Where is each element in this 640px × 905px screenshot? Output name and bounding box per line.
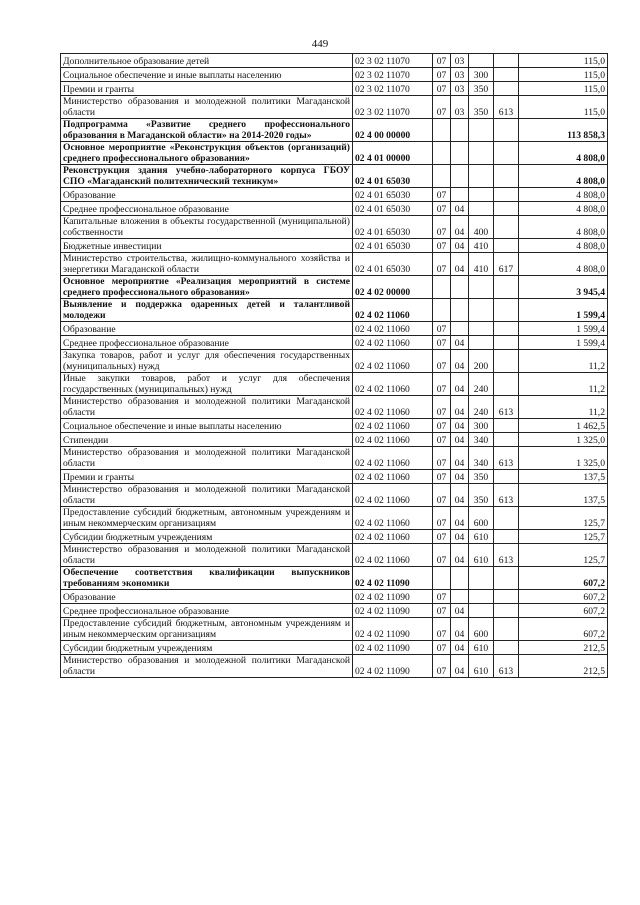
row-section: 07 [433,373,451,396]
row-name: Стипендии [61,433,353,447]
table-row [61,590,608,604]
row-section: 07 [433,507,451,530]
row-admin-code [494,119,519,142]
row-admin-code [494,590,519,604]
row-admin-code [494,239,519,253]
table-row [61,276,608,299]
row-code: 02 4 02 11060 [353,447,433,470]
row-name: Среднее профессиональное образование [61,336,353,350]
row-section: 07 [433,54,451,68]
row-expense-type: 350 [469,96,494,119]
table-body [61,54,608,678]
row-code: 02 4 02 11060 [353,322,433,336]
row-code: 02 4 02 11090 [353,618,433,641]
row-name: Реконструкция здания учебно-лабораторного корпуса ГБОУ СПО «Магаданский политехнический техникум» [61,165,353,188]
row-code: 02 4 02 11060 [353,373,433,396]
row-amount: 4 808,0 [519,165,608,188]
row-section: 07 [433,322,451,336]
row-section [433,567,451,590]
row-section: 07 [433,447,451,470]
row-code: 02 4 02 11060 [353,396,433,419]
row-admin-code [494,54,519,68]
row-admin-code [494,165,519,188]
row-name: Социальное обеспечение и иные выплаты населению [61,68,353,82]
row-name: Предоставление субсидий бюджетным, автономным учреждениям и иным некоммерческим организациям [61,618,353,641]
row-section: 07 [433,590,451,604]
row-admin-code [494,276,519,299]
row-section: 07 [433,604,451,618]
row-code: 02 4 01 65030 [353,202,433,216]
table-row [61,96,608,119]
table-row [61,530,608,544]
row-admin-code [494,373,519,396]
row-amount: 125,7 [519,507,608,530]
row-name: Субсидии бюджетным учреждениям [61,641,353,655]
row-name: Среднее профессиональное образование [61,604,353,618]
row-amount: 115,0 [519,82,608,96]
row-amount: 125,7 [519,544,608,567]
row-section: 07 [433,350,451,373]
row-subsection: 04 [451,216,469,239]
row-name: Дополнительное образование детей [61,54,353,68]
row-amount: 11,2 [519,396,608,419]
row-name: Образование [61,188,353,202]
budget-table [60,53,608,678]
row-admin-code [494,68,519,82]
row-code: 02 4 01 65030 [353,239,433,253]
table-row [61,396,608,419]
row-code: 02 3 02 11070 [353,54,433,68]
row-code: 02 4 02 11060 [353,419,433,433]
row-section: 07 [433,618,451,641]
table-row [61,142,608,165]
row-amount: 1 599,4 [519,322,608,336]
row-section: 07 [433,396,451,419]
row-name: Министерство образования и молодежной политики Магаданской области [61,544,353,567]
row-amount: 115,0 [519,96,608,119]
row-admin-code [494,82,519,96]
row-admin-code: 613 [494,484,519,507]
row-admin-code [494,567,519,590]
row-subsection [451,142,469,165]
table-row [61,82,608,96]
row-admin-code [494,350,519,373]
row-subsection [451,322,469,336]
row-subsection: 04 [451,618,469,641]
row-name: Предоставление субсидий бюджетным, автономным учреждениям и иным некоммерческим организациям [61,507,353,530]
table-row [61,202,608,216]
row-section: 07 [433,655,451,678]
row-amount: 4 808,0 [519,142,608,165]
table-row [61,470,608,484]
page-number: 449 [311,38,329,50]
row-admin-code [494,470,519,484]
row-section: 07 [433,68,451,82]
table-row [61,336,608,350]
row-code: 02 3 02 11070 [353,96,433,119]
table-row [61,68,608,82]
row-section: 07 [433,96,451,119]
row-amount: 1 599,4 [519,336,608,350]
row-expense-type [469,567,494,590]
row-expense-type: 340 [469,447,494,470]
row-subsection: 03 [451,82,469,96]
row-name: Министерство образования и молодежной политики Магаданской области [61,655,353,678]
row-code: 02 4 02 11060 [353,507,433,530]
row-amount: 4 808,0 [519,239,608,253]
row-admin-code: 613 [494,544,519,567]
row-admin-code: 613 [494,96,519,119]
row-subsection [451,188,469,202]
row-expense-type [469,322,494,336]
row-subsection: 03 [451,96,469,119]
row-amount: 4 808,0 [519,216,608,239]
row-admin-code [494,530,519,544]
row-expense-type [469,188,494,202]
row-section [433,299,451,322]
row-name: Закупка товаров, работ и услуг для обеспечения государственных (муниципальных) нужд [61,350,353,373]
row-admin-code [494,322,519,336]
row-expense-type [469,142,494,165]
row-amount: 3 945,4 [519,276,608,299]
row-subsection: 04 [451,530,469,544]
row-code: 02 3 02 11070 [353,68,433,82]
table-row [61,373,608,396]
row-amount: 4 808,0 [519,188,608,202]
row-subsection: 04 [451,253,469,276]
row-section [433,119,451,142]
row-expense-type: 300 [469,68,494,82]
row-subsection: 04 [451,544,469,567]
row-code: 02 4 02 00000 [353,276,433,299]
table-row [61,322,608,336]
row-subsection: 04 [451,484,469,507]
row-code: 02 4 01 65030 [353,165,433,188]
row-section [433,276,451,299]
row-expense-type: 300 [469,419,494,433]
row-name: Подпрограмма «Развитие среднего профессионального образования в Магаданской области» на 2014-2020 годы» [61,119,353,142]
row-section: 07 [433,433,451,447]
row-expense-type: 350 [469,82,494,96]
row-expense-type [469,202,494,216]
row-amount: 137,5 [519,470,608,484]
row-expense-type: 600 [469,507,494,530]
row-admin-code [494,419,519,433]
row-expense-type: 610 [469,655,494,678]
row-code: 02 4 00 00000 [353,119,433,142]
row-expense-type: 340 [469,433,494,447]
row-amount: 4 808,0 [519,253,608,276]
row-section: 07 [433,336,451,350]
table-row [61,54,608,68]
row-subsection: 04 [451,202,469,216]
table-row [61,119,608,142]
table-row [61,604,608,618]
row-expense-type: 240 [469,373,494,396]
row-amount: 113 858,3 [519,119,608,142]
row-name: Министерство образования и молодежной политики Магаданской области [61,396,353,419]
row-subsection: 04 [451,419,469,433]
row-subsection: 04 [451,336,469,350]
row-subsection: 04 [451,396,469,419]
row-admin-code [494,216,519,239]
row-expense-type: 610 [469,544,494,567]
row-admin-code [494,433,519,447]
row-amount: 11,2 [519,373,608,396]
row-amount: 125,7 [519,530,608,544]
row-admin-code [494,299,519,322]
row-amount: 607,2 [519,567,608,590]
row-subsection: 04 [451,447,469,470]
table-row [61,544,608,567]
row-subsection [451,299,469,322]
table-row [61,239,608,253]
row-expense-type [469,590,494,604]
row-section: 07 [433,544,451,567]
row-expense-type: 600 [469,618,494,641]
row-subsection: 03 [451,68,469,82]
row-expense-type [469,276,494,299]
row-code: 02 3 02 11070 [353,82,433,96]
row-amount: 4 808,0 [519,202,608,216]
row-expense-type: 350 [469,484,494,507]
row-amount: 607,2 [519,604,608,618]
row-section: 07 [433,419,451,433]
row-code: 02 4 01 65030 [353,253,433,276]
table-row [61,618,608,641]
table-row [61,299,608,322]
row-admin-code [494,618,519,641]
row-code: 02 4 01 65030 [353,216,433,239]
row-subsection: 04 [451,350,469,373]
row-admin-code [494,188,519,202]
row-section: 07 [433,484,451,507]
row-code: 02 4 02 11090 [353,655,433,678]
row-code: 02 4 02 11060 [353,336,433,350]
row-subsection [451,276,469,299]
table-row [61,567,608,590]
row-subsection: 04 [451,604,469,618]
row-section [433,165,451,188]
row-name: Министерство образования и молодежной политики Магаданской области [61,447,353,470]
row-name: Среднее профессиональное образование [61,202,353,216]
row-admin-code [494,336,519,350]
row-subsection [451,165,469,188]
row-subsection [451,567,469,590]
row-section [433,142,451,165]
row-expense-type: 200 [469,350,494,373]
row-name: Образование [61,590,353,604]
row-subsection [451,590,469,604]
row-admin-code [494,202,519,216]
table-row [61,641,608,655]
row-expense-type [469,165,494,188]
row-admin-code: 613 [494,396,519,419]
row-section: 07 [433,82,451,96]
table-row [61,447,608,470]
row-expense-type [469,54,494,68]
row-amount: 115,0 [519,68,608,82]
row-name: Министерство образования и молодежной политики Магаданской области [61,484,353,507]
row-code: 02 4 02 11090 [353,567,433,590]
row-subsection: 04 [451,641,469,655]
table-row [61,216,608,239]
row-name: Бюджетные инвестиции [61,239,353,253]
row-expense-type: 350 [469,470,494,484]
row-section: 07 [433,239,451,253]
row-subsection: 04 [451,470,469,484]
row-section: 07 [433,188,451,202]
row-expense-type: 240 [469,396,494,419]
row-section: 07 [433,470,451,484]
row-code: 02 4 02 11060 [353,433,433,447]
table-row [61,350,608,373]
table-row [61,507,608,530]
row-code: 02 4 02 11060 [353,544,433,567]
row-name: Выявление и поддержка одаренных детей и талантливой молодежи [61,299,353,322]
row-expense-type: 410 [469,239,494,253]
row-amount: 607,2 [519,590,608,604]
table-row [61,419,608,433]
row-name: Иные закупки товаров, работ и услуг для обеспечения государственных (муниципальных) нужд [61,373,353,396]
table-row [61,655,608,678]
row-subsection: 03 [451,54,469,68]
row-amount: 137,5 [519,484,608,507]
row-code: 02 4 02 11060 [353,530,433,544]
row-admin-code [494,142,519,165]
table-row [61,433,608,447]
row-subsection: 04 [451,655,469,678]
row-code: 02 4 02 11060 [353,350,433,373]
row-admin-code: 613 [494,655,519,678]
row-subsection [451,119,469,142]
row-subsection: 04 [451,433,469,447]
table-row [61,253,608,276]
row-expense-type [469,336,494,350]
row-section: 07 [433,641,451,655]
row-admin-code [494,604,519,618]
row-expense-type: 410 [469,253,494,276]
row-name: Основное мероприятие «Реализация мероприятий в системе среднего профессионального образования» [61,276,353,299]
row-admin-code [494,507,519,530]
row-amount: 1 325,0 [519,433,608,447]
row-section: 07 [433,202,451,216]
row-amount: 1 599,4 [519,299,608,322]
row-name: Обеспечение соответствия квалификации выпускников требованиям экономики [61,567,353,590]
row-name: Основное мероприятие «Реконструкция объектов (организаций) среднего профессионального образования» [61,142,353,165]
row-section: 07 [433,253,451,276]
row-code: 02 4 02 11060 [353,484,433,507]
row-expense-type [469,119,494,142]
row-code: 02 4 02 11060 [353,470,433,484]
table-row [61,484,608,507]
row-admin-code [494,641,519,655]
row-name: Капитальные вложения в объекты государственной (муниципальной) собственности [61,216,353,239]
row-code: 02 4 01 65030 [353,188,433,202]
row-admin-code: 613 [494,447,519,470]
row-expense-type: 610 [469,641,494,655]
row-subsection: 04 [451,373,469,396]
row-amount: 212,5 [519,641,608,655]
row-code: 02 4 02 11060 [353,299,433,322]
row-name: Субсидии бюджетным учреждениям [61,530,353,544]
row-subsection: 04 [451,239,469,253]
row-code: 02 4 02 11090 [353,590,433,604]
row-code: 02 4 02 11090 [353,604,433,618]
row-name: Министерство образования и молодежной политики Магаданской области [61,96,353,119]
row-name: Образование [61,322,353,336]
row-amount: 11,2 [519,350,608,373]
row-name: Премии и гранты [61,82,353,96]
row-expense-type: 610 [469,530,494,544]
row-name: Министерство строительства, жилищно-коммунального хозяйства и энергетики Магаданской области [61,253,353,276]
row-amount: 115,0 [519,54,608,68]
row-admin-code: 617 [494,253,519,276]
row-name: Премии и гранты [61,470,353,484]
row-expense-type [469,604,494,618]
row-section: 07 [433,216,451,239]
row-code: 02 4 01 00000 [353,142,433,165]
table-row [61,165,608,188]
row-amount: 212,5 [519,655,608,678]
table-row [61,188,608,202]
row-subsection: 04 [451,507,469,530]
row-expense-type: 400 [469,216,494,239]
row-expense-type [469,299,494,322]
row-section: 07 [433,530,451,544]
row-code: 02 4 02 11090 [353,641,433,655]
row-amount: 1 462,5 [519,419,608,433]
row-amount: 607,2 [519,618,608,641]
row-amount: 1 325,0 [519,447,608,470]
row-name: Социальное обеспечение и иные выплаты населению [61,419,353,433]
